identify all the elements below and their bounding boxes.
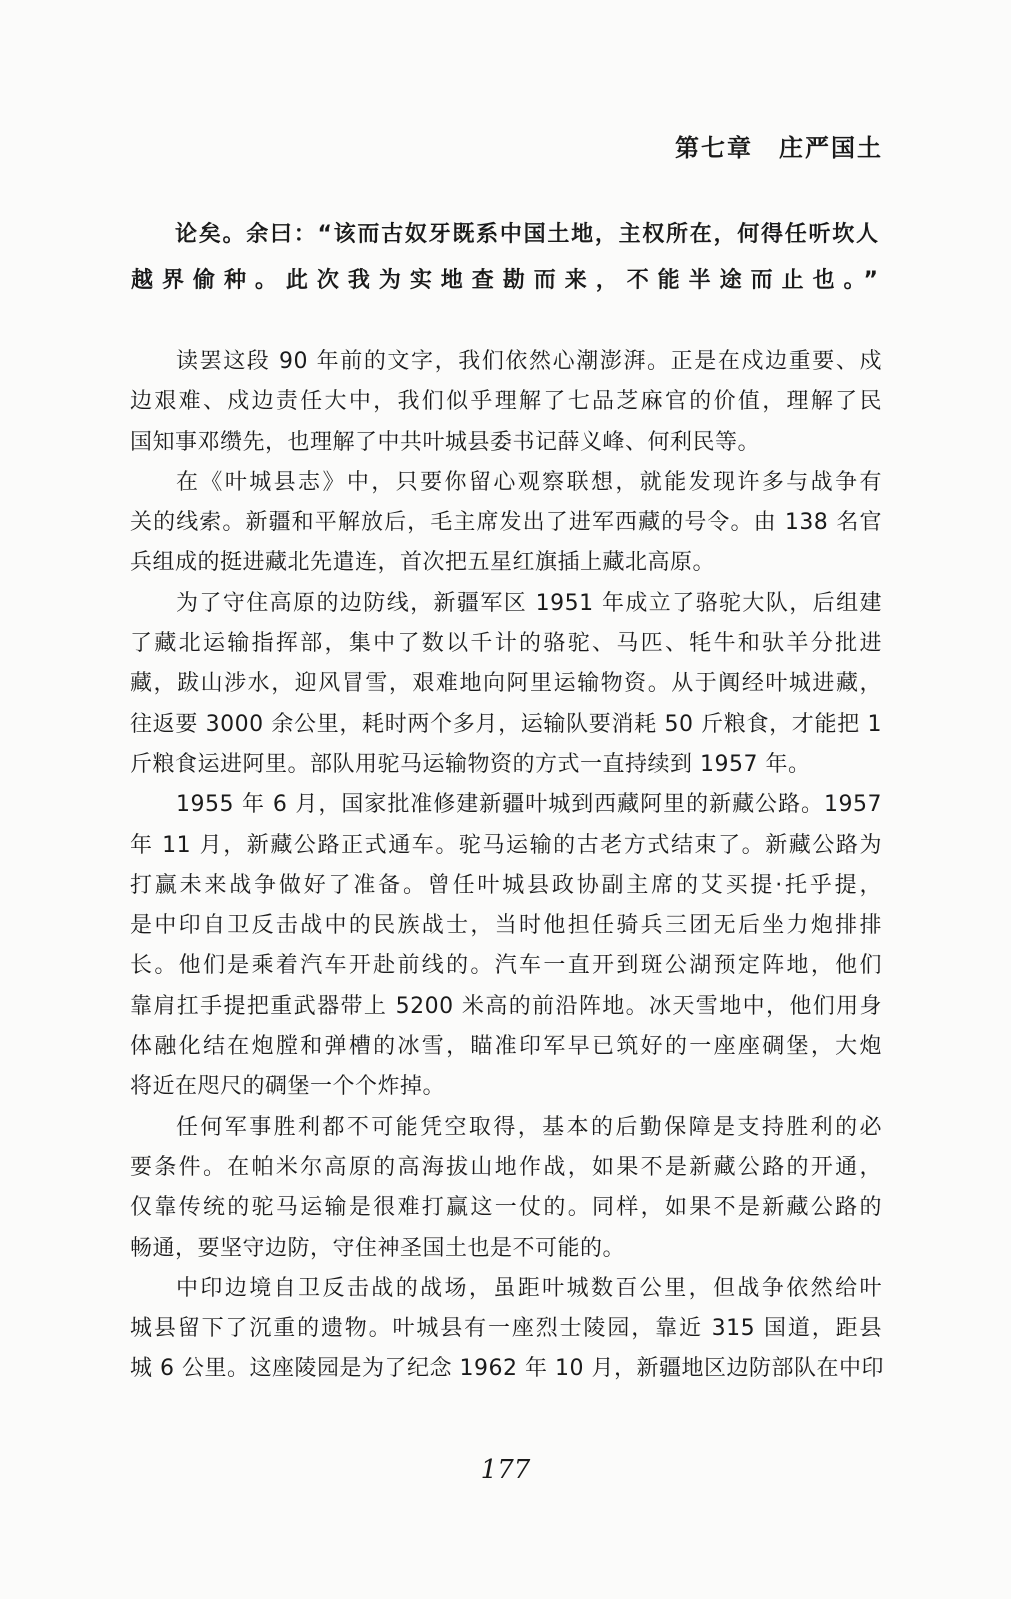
chapter-label: 第七章: [675, 134, 753, 162]
text-line: 城 6 公里。这座陵园是为了纪念 1962 年 10 月，新疆地区边防部队在中印: [130, 1356, 884, 1382]
text-line: 仅靠传统的驼马运输是很难打赢这一仗的。同样，如果不是新藏公路的: [130, 1195, 882, 1221]
text-line: 将近在咫尺的碉堡一个个炸掉。: [130, 1074, 446, 1100]
text-line: 1955 年 6 月，国家批准修建新疆叶城到西藏阿里的新藏公路。1957: [176, 792, 882, 818]
text-line: 城县留下了沉重的遗物。叶城县有一座烈士陵园，靠近 315 国道，距县: [130, 1316, 882, 1342]
quoted-passage: [131, 212, 879, 304]
body-text: [130, 342, 882, 1390]
running-head: [675, 128, 883, 163]
text-line: 斤粮食运进阿里。部队用驼马运输物资的方式一直持续到 1957 年。: [130, 751, 811, 777]
paragraph: [130, 584, 882, 785]
text-line: 藏，跋山涉水，迎风冒雪，艰难地向阿里运输物资。从于阗经叶城进藏，: [130, 671, 882, 697]
text-line: 年 11 月，新藏公路正式通车。驼马运输的古老方式结束了。新藏公路为: [130, 832, 882, 858]
text-line: 为了守住高原的边防线，新疆军区 1951 年成立了骆驼大队，后组建: [176, 590, 882, 616]
text-line: 读罢这段 90 年前的文字，我们依然心潮澎湃。正是在戍边重要、戍: [176, 349, 882, 374]
page-number: 177: [480, 1455, 531, 1485]
text-line: 在《叶城县志》中，只要你留心观察联想，就能发现许多与战争有: [176, 469, 882, 495]
paragraph: [130, 1269, 882, 1390]
text-line: 国知事邓缵先，也理解了中共叶城县委书记薛义峰、何利民等。: [130, 429, 761, 455]
text-line: 往返要 3000 余公里，耗时两个多月，运输队要消耗 50 斤粮食，才能把 1: [130, 711, 882, 737]
paragraph: [130, 342, 882, 463]
paragraph: [130, 1108, 882, 1269]
text-line: 靠肩扛手提把重武器带上 5200 米高的前沿阵地。冰天雪地中，他们用身: [130, 993, 882, 1019]
text-line: 要条件。在帕米尔高原的高海拔山地作战，如果不是新藏公路的开通，: [130, 1154, 882, 1180]
text-line: 打赢未来战争做好了准备。曾任叶城县政协副主席的艾买提·托乎提，: [130, 872, 882, 898]
text-line: 长。他们是乘着汽车开赴前线的。汽车一直开到斑公湖预定阵地，他们: [130, 953, 882, 979]
text-line: 兵组成的挺进藏北先遣连，首次把五星红旗插上藏北高原。: [130, 550, 716, 576]
quote-line: 论矣。余曰：“该而古奴牙既系中国土地，主权所在，何得任听坎人: [175, 222, 879, 247]
text-line: 边艰难、戍边责任大中，我们似乎理解了七品芝麻官的价值，理解了民: [130, 389, 882, 415]
text-line: 是中印自卫反击战中的民族战士，当时他担任骑兵三团无后坐力炮排排: [130, 913, 882, 939]
text-line: 畅通，要坚守边防，守住神圣国土也是不可能的。: [130, 1235, 626, 1261]
text-line: 了藏北运输指挥部，集中了数以千计的骆驼、马匹、牦牛和驮羊分批进: [130, 631, 882, 657]
text-line: 体融化结在炮膛和弹槽的冰雪，瞄准印军早已筑好的一座座碉堡，大炮: [130, 1034, 882, 1060]
text-line: 关的线索。新疆和平解放后，毛主席发出了进军西藏的号令。由 138 名官: [130, 510, 882, 536]
quote-line: 越界偷种。此次我为实地查勘而来，不能半途而止也。”: [131, 268, 879, 293]
paragraph: [130, 463, 882, 584]
chapter-title: 庄严国土: [779, 134, 883, 162]
text-line: 中印边境自卫反击战的战场，虽距叶城数百公里，但战争依然给叶: [176, 1275, 882, 1301]
text-line: 任何军事胜利都不可能凭空取得，基本的后勤保障是支持胜利的必: [176, 1114, 882, 1140]
paragraph: [130, 785, 882, 1107]
